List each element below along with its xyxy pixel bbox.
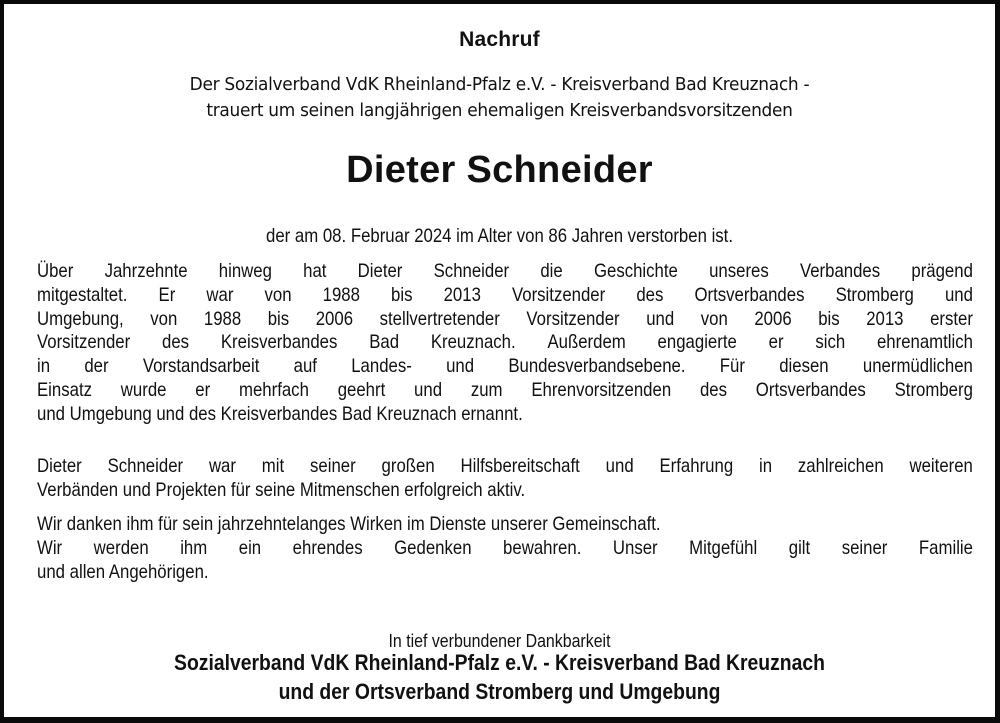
paragraph-line: Umgebung, von 1988 bis 2006 stellvertretender Vorsitzender und von 2006 bis 2013 erster bbox=[37, 307, 973, 330]
paragraph-line: und allen Angehörigen. bbox=[37, 560, 209, 583]
paragraph-biography bbox=[37, 260, 973, 427]
paragraph-thanks bbox=[37, 513, 973, 584]
paragraph-line: Vorsitzender des Kreisverbandes Bad Kreuznach. Außerdem engagierte er sich ehrenamtlich bbox=[37, 331, 973, 354]
paragraph-line: in der Vorstandsarbeit auf Landes- und Bundesverbandsebene. Für diesen unermüdlichen bbox=[37, 355, 973, 378]
paragraph-line: Wir werden ihm ein ehrendes Gedenken bewahren. Unser Mitgefühl gilt seiner Familie bbox=[37, 536, 973, 559]
deceased-name: Dieter Schneider bbox=[346, 149, 653, 191]
paragraph-line: Einsatz wurde er mehrfach geehrt und zum Ehrenvorsitzenden des Ortsverbandes Stromberg bbox=[37, 378, 973, 401]
signature-line-1: Sozialverband VdK Rheinland-Pfalz e.V. - Kreisverband Bad Kreuznach bbox=[174, 650, 825, 675]
paragraph-line: Verbänden und Projekten für seine Mitmenschen erfolgreich aktiv. bbox=[37, 478, 526, 501]
paragraph-line: Wir danken ihm für sein jahrzehntelanges Wirken im Dienste unserer Gemeinschaft. bbox=[37, 513, 661, 535]
death-notice: der am 08. Februar 2024 im Alter von 86 Jahren verstorben ist. bbox=[265, 225, 734, 247]
paragraph-line: Über Jahrzehnte hinweg hat Dieter Schneider die Geschichte unseres Verbandes prägend bbox=[37, 260, 973, 282]
paragraph-line: Dieter Schneider war mit seiner großen Hilfsbereitschaft und Erfahrung in zahlreichen weiteren bbox=[37, 455, 973, 477]
paragraph-line: mitgestaltet. Er war von 1988 bis 2013 Vorsitzender des Ortsverbandes Stromberg und bbox=[37, 283, 973, 306]
paragraph-engagement bbox=[37, 455, 973, 503]
intro-line-1: Der Sozialverband VdK Rheinland-Pfalz e.V. - Kreisverband Bad Kreuznach - bbox=[189, 75, 810, 95]
closing-line: In tief verbundener Dankbarkeit bbox=[388, 630, 611, 651]
intro-line-2: trauert um seinen langjährigen ehemaligen Kreisverbandsvorsitzenden bbox=[206, 101, 793, 121]
paragraph-line: und Umgebung und des Kreisverbandes Bad Kreuznach ernannt. bbox=[37, 402, 523, 425]
signature-line-2: und der Ortsverband Stromberg und Umgebung bbox=[278, 679, 721, 704]
notice-heading: Nachruf bbox=[459, 28, 540, 51]
